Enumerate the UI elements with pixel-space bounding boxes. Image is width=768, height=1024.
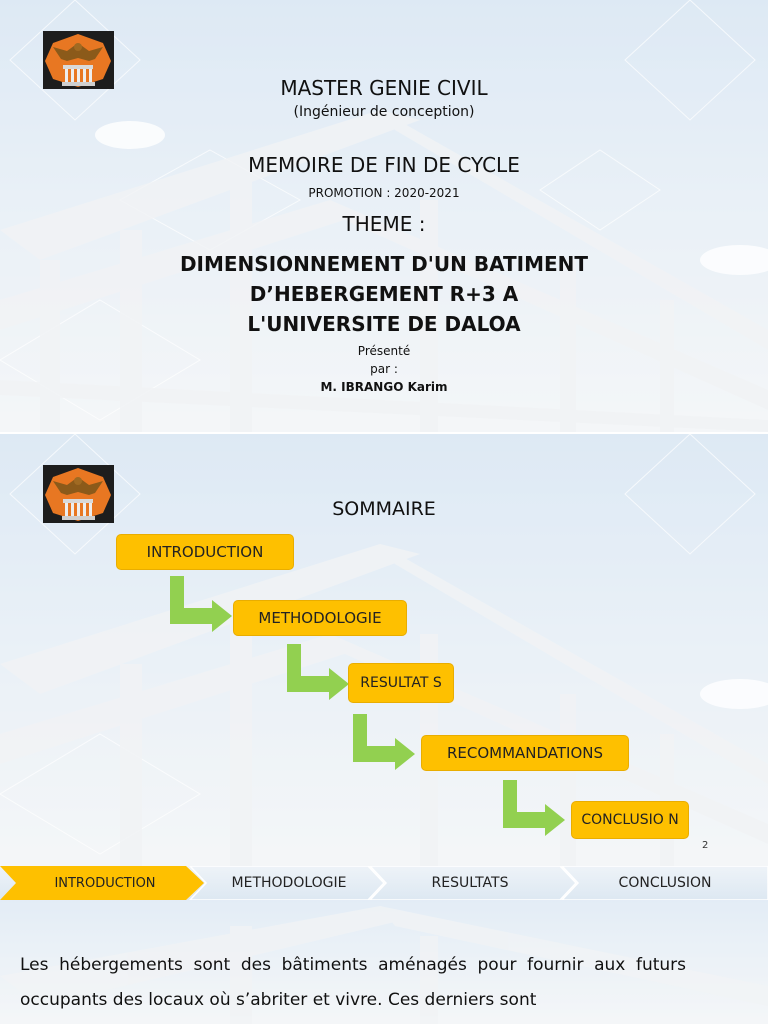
step-recommandations[interactable]: RECOMMANDATIONS [421, 735, 629, 771]
bent-arrow-icon [499, 780, 569, 836]
by-label: par : [370, 362, 398, 376]
nav-tab-resultats[interactable]: RESULTATS [431, 875, 509, 891]
summary-slide [0, 434, 768, 866]
document-type: MEMOIRE DE FIN DE CYCLE [248, 153, 520, 177]
bent-arrow-icon [166, 576, 236, 632]
theme-label: THEME : [342, 212, 426, 236]
thesis-title: DIMENSIONNEMENT D'UN BATIMENT D’HEBERGEMENT R+3 A L'UNIVERSITE DE DALOA [179, 252, 589, 336]
bent-arrow-icon [283, 644, 353, 700]
bent-arrow-icon [349, 714, 419, 770]
summary-title: SOMMAIRE [332, 498, 436, 520]
nav-tab-conclusion[interactable]: CONCLUSION [618, 875, 712, 891]
presented-label: Présenté [357, 344, 411, 358]
introduction-slide [0, 866, 768, 1024]
author-name: M. IBRANGO Karim [320, 380, 448, 394]
nav-tab-methodologie[interactable]: METHODOLOGIE [231, 875, 347, 891]
step-conclusion[interactable]: CONCLUSIO N [571, 801, 689, 839]
nav-tab-introduction[interactable]: INTRODUCTION [54, 875, 156, 891]
intro-paragraph: Les hébergements sont des bâtiments aménagés pour fournir aux futurs occupants des locaux où s’abriter et vivre. Ces derniers sont [20, 955, 686, 1010]
promotion-year: PROMOTION : 2020-2021 [308, 186, 460, 200]
step-methodologie[interactable]: METHODOLOGIE [233, 600, 407, 636]
program-title: MASTER GENIE CIVIL [280, 76, 488, 100]
step-introduction[interactable]: INTRODUCTION [116, 534, 294, 570]
step-resultats[interactable]: RESULTAT S [348, 663, 454, 703]
page-number: 2 [702, 840, 709, 851]
program-subtitle: (Ingénieur de conception) [293, 104, 475, 120]
title-slide [0, 0, 768, 432]
